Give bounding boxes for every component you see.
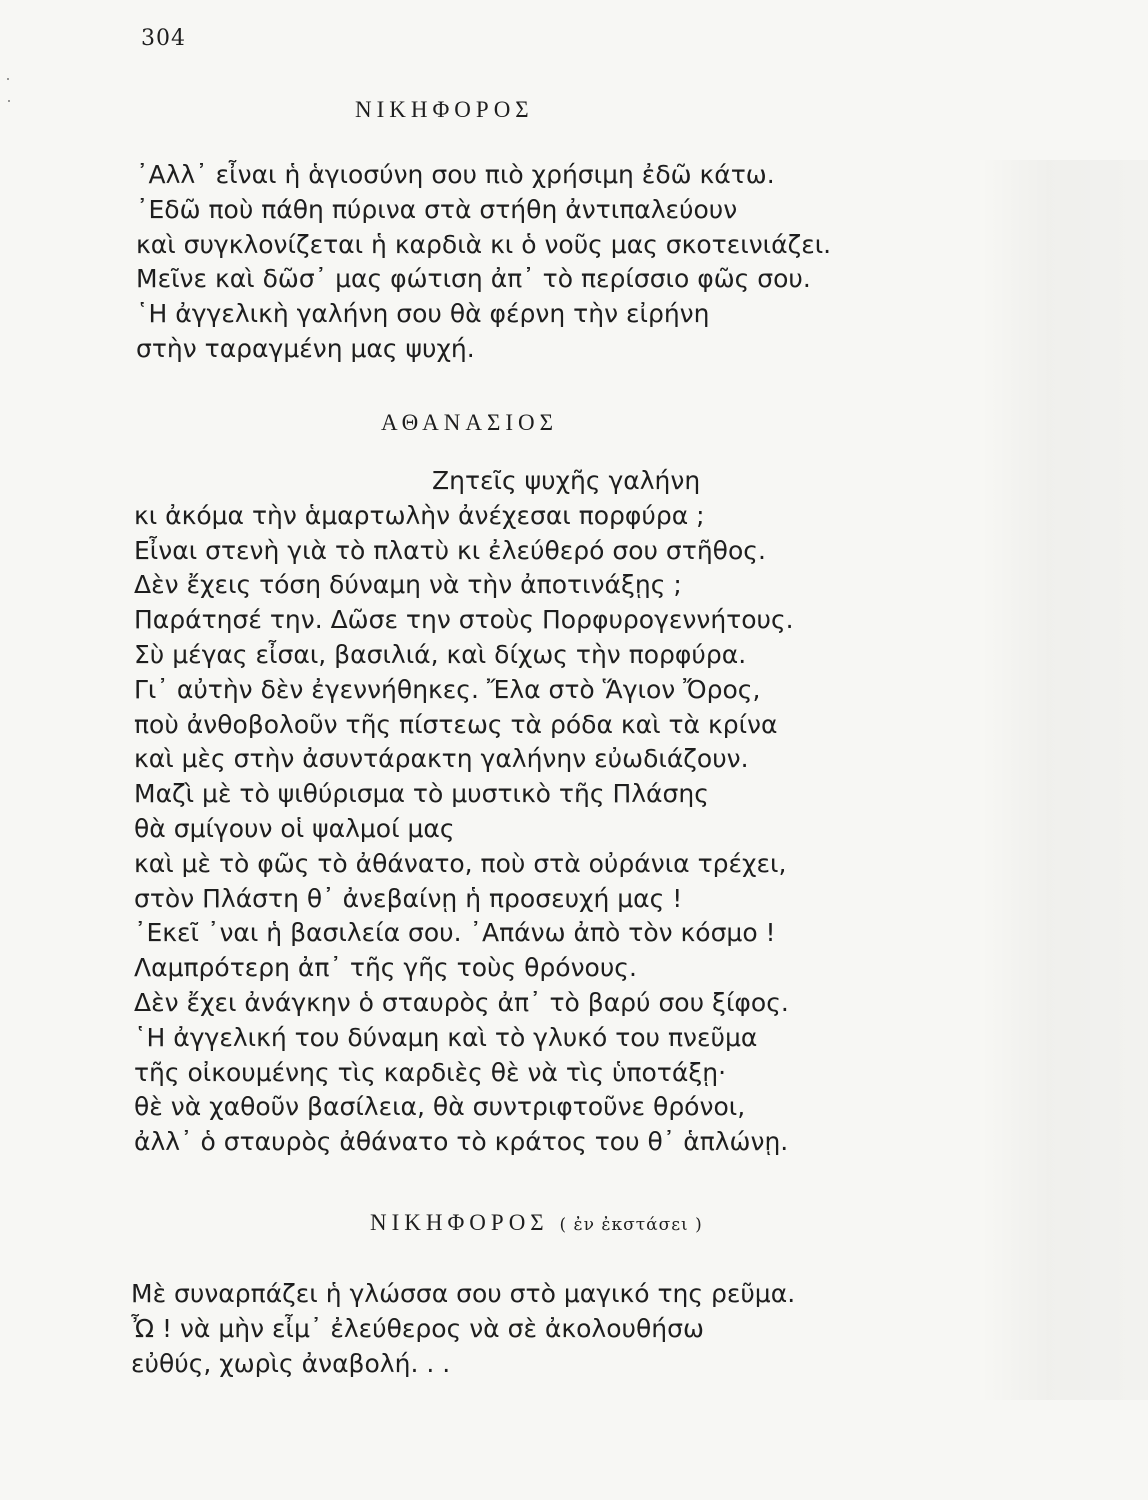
verse-line: καὶ μὲς στὴν ἀσυντάρακτη γαλήνην εὐωδιάζουν. xyxy=(134,744,749,774)
verse-line: ᾿Εδῶ ποὺ πάθη πύρινα στὰ στήθη ἀντιπαλεύουν xyxy=(136,194,738,224)
scan-speck xyxy=(7,78,9,80)
speaker-heading-nikiforos-2 xyxy=(370,1210,703,1236)
verse-line: στὴν ταραγμένη μας ψυχή. xyxy=(136,333,475,363)
verse-line: καὶ συγκλονίζεται ἡ καρδιὰ κι ὁ νοῦς μας σκοτεινιάζει. xyxy=(136,229,832,259)
verse-line: κι ἀκόμα τὴν ἁμαρτωλὴν ἀνέχεσαι πορφύρα ; xyxy=(134,500,705,530)
verse-line: ποὺ ἀνθοβολοῦν τῆς πίστεως τὰ ρόδα καὶ τὰ κρίνα xyxy=(134,709,778,739)
verse-line: Παράτησέ την. Δῶσε την στοὺς Πορφυρογεννήτους. xyxy=(134,605,794,635)
speaker-heading-nikiforos-1: ΝΙΚΗΦΟΡΟΣ xyxy=(355,97,534,122)
stage-direction: ( ἐν ἐκστάσει ) xyxy=(559,1215,703,1235)
verse-line: Γι᾿ αὐτὴν δὲν ἐγεννήθηκες. Ἔλα στὸ Ἅγιον Ὄρος, xyxy=(134,674,761,704)
verse-block-2 xyxy=(134,464,794,1160)
verse-line: στὸν Πλάστη θ᾿ ἀνεβαίνῃ ἡ προσευχή μας ! xyxy=(134,883,683,913)
verse-line: Εἶναι στενὴ γιὰ τὸ πλατὺ κι ἐλεύθερό σου στῆθος. xyxy=(134,535,766,565)
verse-line: Ὦ ! νὰ μὴν εἶμ᾿ ἐλεύθερος νὰ σὲ ἀκολουθήσω xyxy=(131,1313,704,1343)
verse-line: Δὲν ἔχεις τόση δύναμη νὰ τὴν ἀποτινάξῃς ; xyxy=(134,570,682,600)
verse-line: ᾿Εκεῖ ᾿ναι ἡ βασιλεία σου. ᾿Απάνω ἀπὸ τὸν κόσμο ! xyxy=(134,918,776,948)
verse-line: Δὲν ἔχει ἀνάγκην ὁ σταυρὸς ἀπ᾿ τὸ βαρύ σου ξίφος. xyxy=(134,987,789,1017)
verse-line: Λαμπρότερη ἀπ᾿ τῆς γῆς τοὺς θρόνους. xyxy=(134,953,637,983)
verse-line: Μαζὶ μὲ τὸ ψιθύρισμα τὸ μυστικὸ τῆς Πλάσης xyxy=(134,779,709,809)
verse-line: θὲ νὰ χαθοῦν βασίλεια, θὰ συντριφτοῦνε θρόνοι, xyxy=(134,1092,746,1122)
speaker-name: ΝΙΚΗΦΟΡΟΣ xyxy=(370,1210,549,1235)
verse-line: ῾Η ἀγγελική του δύναμη καὶ τὸ γλυκό του πνεῦμα xyxy=(134,1022,758,1052)
bleed-through-shadow xyxy=(980,160,1148,1400)
verse-block-3 xyxy=(131,1277,795,1381)
verse-line: Μεῖνε καὶ δῶσ᾿ μας φώτιση ἀπ᾿ τὸ περίσσιο φῶς σου. xyxy=(136,264,811,294)
page-number: 304 xyxy=(141,26,186,51)
verse-line: τῆς οἰκουμένης τὶς καρδιὲς θὲ νὰ τὶς ὑποτάξῃ· xyxy=(134,1057,727,1087)
verse-line: Σὺ μέγας εἶσαι, βασιλιά, καὶ δίχως τὴν πορφύρα. xyxy=(134,639,747,669)
verse-line: ἀλλ᾿ ὁ σταυρὸς ἀθάνατο τὸ κράτος του θ᾿ ἁπλώνῃ. xyxy=(134,1127,789,1157)
verse-block-1 xyxy=(136,158,831,367)
verse-line: Ζητεῖς ψυχῆς γαλήνη xyxy=(432,466,701,495)
verse-line: ῾Η ἀγγελικὴ γαλήνη σου θὰ φέρνη τὴν εἰρήνη xyxy=(136,299,710,329)
speaker-heading-athanasios: ΑΘΑΝΑΣΙΟΣ xyxy=(381,410,559,435)
scan-speck xyxy=(8,100,10,102)
verse-line: ᾿Αλλ᾿ εἶναι ἡ ἁγιοσύνη σου πιὸ χρήσιμη ἐδῶ κάτω. xyxy=(136,160,775,189)
verse-line: καὶ μὲ τὸ φῶς τὸ ἀθάνατο, ποὺ στὰ οὐράνια τρέχει, xyxy=(134,848,787,878)
verse-line: θὰ σμίγουν οἱ ψαλμοί μας xyxy=(134,813,455,843)
verse-line: εὐθύς, χωρὶς ἀναβολή. . . xyxy=(131,1348,451,1378)
verse-line: Μὲ συναρπάζει ἡ γλώσσα σου στὸ μαγικό της ρεῦμα. xyxy=(131,1279,796,1308)
